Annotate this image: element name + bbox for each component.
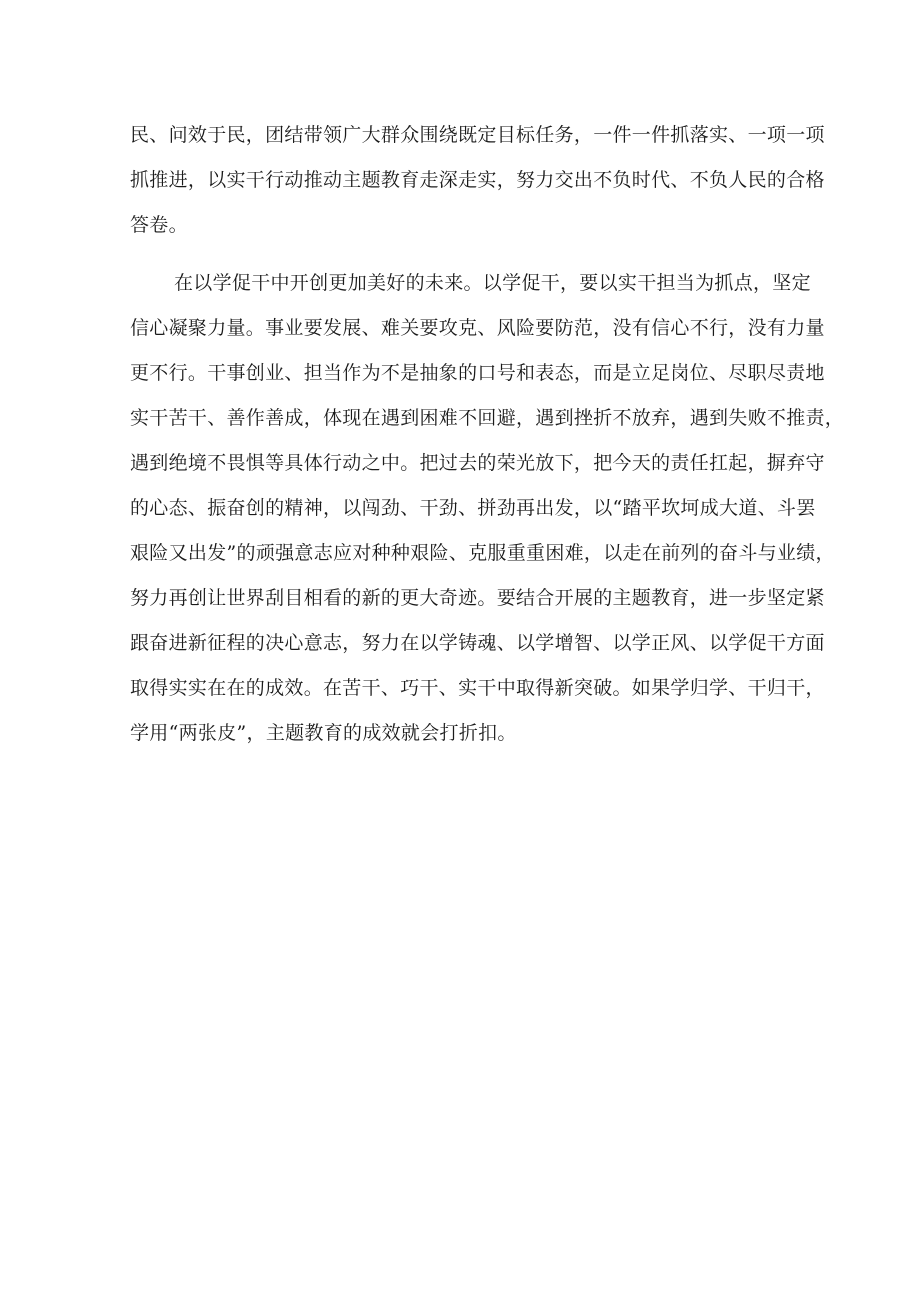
- paragraph-line: 实干苦干、善作善成，体现在遇到困难不回避，遇到挫折不放弃，遇到失败不推责，: [130, 407, 845, 429]
- paragraph-line: 的心态、振奋创的精神，以闯劲、干劲、拼劲再出发，以“踏平坎坷成大道、斗罢: [130, 497, 816, 519]
- paragraph-line: 学用“两张皮”，主题教育的成效就会打折扣。: [130, 722, 517, 744]
- paragraph-line: 取得实实在在的成效。在苦干、巧干、实干中取得新突破。如果学归学、干归干，: [130, 677, 825, 699]
- paragraph-spacer: [130, 248, 806, 261]
- paragraph-line: 在以学促干中开创更加美好的未来。以学促干，要以实干担当为抓点，坚定: [174, 272, 811, 294]
- paragraph-line: 抓推进，以实干行动推动主题教育走深走实，努力交出不负时代、不负人民的合格: [130, 169, 825, 191]
- paragraph-line: 答卷。: [130, 214, 188, 236]
- paragraph-line: 遇到绝境不畏惧等具体行动之中。把过去的荣光放下，把今天的责任扛起，摒弃守: [130, 452, 825, 474]
- paragraph-2: [130, 261, 845, 756]
- paragraph-line: 努力再创让世界刮目相看的新的更大奇迹。要结合开展的主题教育，进一步坚定紧: [130, 587, 825, 609]
- paragraph-line: 信心凝聚力量。事业要发展、难关要攻克、风险要防范，没有信心不行，没有力量: [130, 317, 825, 339]
- paragraph-line: 跟奋进新征程的决心意志，努力在以学铸魂、以学增智、以学正风、以学促干方面: [130, 632, 825, 654]
- paragraph-line: 更不行。干事创业、担当作为不是抽象的口号和表态，而是立足岗位、尽职尽责地: [130, 362, 825, 384]
- paragraph-1: [130, 113, 825, 248]
- paragraph-line: 民、问效于民，团结带领广大群众围绕既定目标任务，一件一件抓落实、一项一项: [130, 124, 825, 146]
- document-body: [130, 113, 845, 756]
- paragraph-line: 艰险又出发”的顽强意志应对种种艰险、克服重重困难，以走在前列的奋斗与业绩，: [130, 542, 835, 564]
